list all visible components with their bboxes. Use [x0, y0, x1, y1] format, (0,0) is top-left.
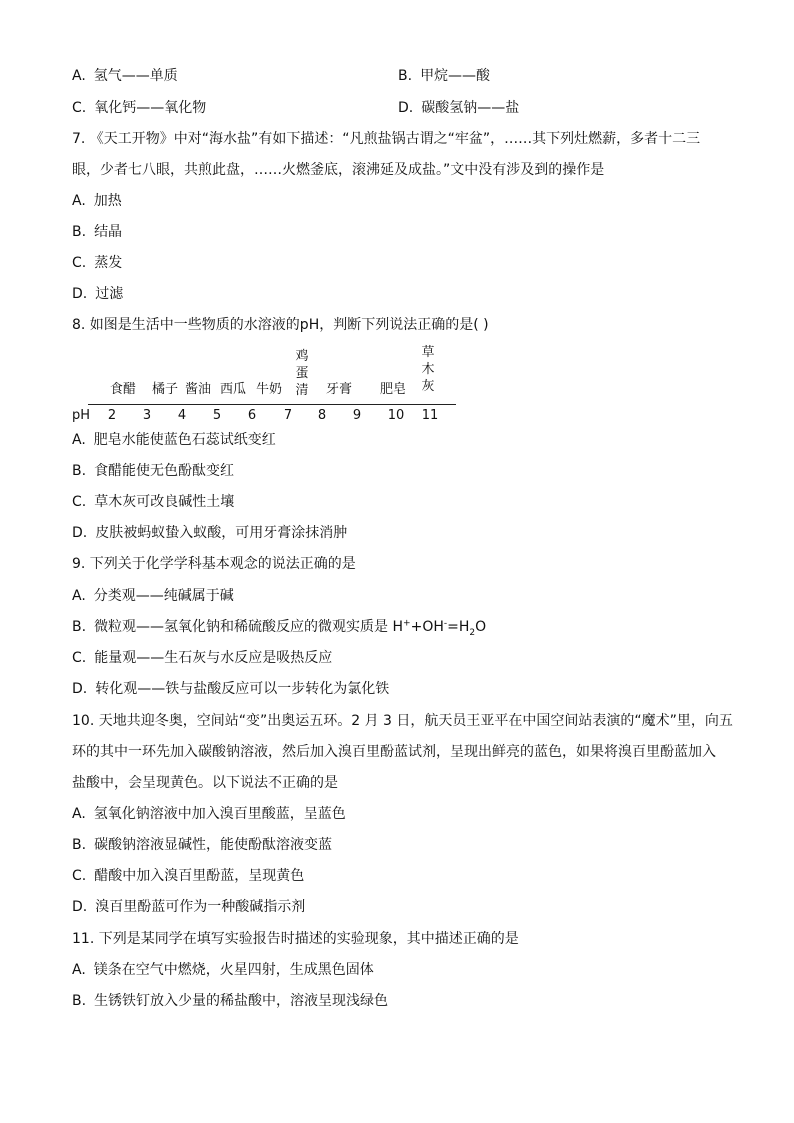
option-text: 碳酸氢钠——盐 [421, 100, 520, 116]
formula-sup-minus: - [443, 618, 448, 629]
option-letter: A. [72, 432, 86, 448]
q9-option-c [72, 648, 332, 668]
option-text: 微粒观——氢氧化钠和稀硫酸反应的微观实质是 H [94, 619, 404, 635]
option-text: 肥皂水能使蓝色石蕊试纸变红 [93, 432, 276, 448]
q7-stem-line1: 7. 《天工开物》中对“海水盐”有如下描述：“凡煎盐锅古谓之“牢盆”，……其下列灶燃薪，多者十二三 [72, 131, 701, 147]
ph-label-milk: 牛奶 [256, 382, 283, 397]
formula-sup-plus: + [403, 618, 411, 629]
option-letter: B. [72, 224, 87, 240]
option-text: 分类观——纯碱属于碱 [93, 588, 234, 604]
q11-stem: 11. 下列是某同学在填写实验报告时描述的实验现象，其中描述正确的是 [72, 931, 519, 947]
option-letter: D. [398, 100, 414, 116]
formula-sub: 2 [469, 627, 476, 638]
option-text: 碳酸钠溶液显碱性，能使酚酞溶液变蓝 [94, 837, 333, 853]
ph-tick-10: 10 [387, 408, 405, 423]
formula-part: O [475, 619, 487, 635]
q7-option-c [72, 253, 122, 273]
ph-label-soy-sauce: 酱油 [185, 382, 212, 397]
q10-stem-line1: 10. 天地共迎冬奥，空间站“变”出奥运五环。2 月 3 日，航天员王亚平在中国空间站表演的“魔术”里，向五 [72, 713, 733, 729]
formula-part: =H [447, 619, 470, 635]
q11-option-a [72, 960, 374, 980]
label-char: 木 [421, 362, 435, 377]
ph-label-soap: 肥皂 [380, 382, 407, 397]
ph-tick-5: 5 [212, 408, 222, 423]
ph-tick-6: 6 [247, 408, 257, 423]
option-text: 结晶 [94, 224, 123, 240]
ph-tick-11: 11 [421, 408, 439, 423]
q10-option-b [72, 835, 332, 855]
q8-option-d [72, 523, 347, 543]
label-char: 草 [421, 345, 435, 360]
option-letter: C. [72, 255, 87, 271]
q8-option-c [72, 492, 234, 512]
q7-stem-line2: 眼，少者七八眼，共煎此盘，……火燃釜底，滚沸延及成盐。”文中没有涉及到的操作是 [72, 162, 605, 178]
option-text: 转化观——铁与盐酸反应可以一步转化为氯化铁 [95, 681, 390, 697]
ph-scale-figure [72, 342, 462, 426]
label-char: 灰 [421, 379, 435, 394]
option-letter: B. [72, 463, 87, 479]
q9-option-a [72, 586, 234, 606]
option-text: 生锈铁钉放入少量的稀盐酸中，溶液呈现浅绿色 [94, 993, 389, 1009]
option-letter: C. [72, 650, 87, 666]
q8-stem: 8. 如图是生活中一些物质的水溶液的pH，判断下列说法正确的是( ) [72, 317, 489, 333]
option-text: 氢氧化钠溶液中加入溴百里酸蓝，呈蓝色 [93, 806, 346, 822]
q7-option-a [72, 191, 122, 211]
option-text: 草木灰可改良碱性土壤 [94, 494, 235, 510]
option-text: 食醋能使无色酚酞变红 [94, 463, 235, 479]
option-text: 加热 [93, 193, 122, 209]
label-char: 鸡 [295, 349, 309, 364]
option-letter: C. [72, 100, 87, 116]
option-letter: B. [72, 993, 87, 1009]
option-text: 甲烷——酸 [420, 68, 491, 84]
option-letter: D. [72, 681, 88, 697]
q7-option-b [72, 222, 122, 242]
option-text: 氧化钙——氧化物 [94, 100, 207, 116]
option-letter: A. [72, 806, 86, 822]
q10-stem-line3: 盐酸中，会呈现黄色。以下说法不正确的是 [72, 775, 338, 791]
ph-tick-3: 3 [142, 408, 152, 423]
option-letter: D. [72, 286, 88, 302]
option-letter: B. [72, 837, 87, 853]
q9-option-d [72, 679, 389, 699]
ph-vertical-label-egg-white [294, 348, 310, 399]
option-text: 溴百里酚蓝可作为一种酸碱指示剂 [95, 899, 306, 915]
ph-label-toothpaste: 牙膏 [326, 382, 353, 397]
ph-label-orange: 橘子 [152, 382, 179, 397]
ph-axis-label: pH [72, 408, 91, 423]
q10-option-d [72, 897, 305, 917]
q10-option-a [72, 804, 346, 824]
option-letter: A. [72, 962, 86, 978]
q6-option-d [398, 98, 519, 118]
q6-option-a [72, 66, 178, 86]
ph-label-vinegar: 食醋 [110, 382, 137, 397]
option-letter: B. [398, 68, 413, 84]
q9-stem: 9. 下列关于化学学科基本观念的说法正确的是 [72, 556, 356, 572]
q6-option-b [398, 66, 490, 86]
q6-option-c [72, 98, 206, 118]
ph-tick-2: 2 [107, 408, 117, 423]
option-letter: A. [72, 193, 86, 209]
option-text: 过滤 [95, 286, 124, 302]
option-text: 皮肤被蚂蚁蛰入蚁酸，可用牙膏涂抹消肿 [95, 525, 348, 541]
q10-stem-line2: 环的其中一环先加入碳酸钠溶液，然后加入溴百里酚蓝试剂，呈现出鲜亮的蓝色，如果将溴百里酚蓝加入 [72, 744, 716, 760]
option-text: 能量观——生石灰与水反应是吸热反应 [94, 650, 333, 666]
option-text: 镁条在空气中燃烧，火星四射，生成黑色固体 [93, 962, 374, 978]
option-letter: C. [72, 494, 87, 510]
q8-option-a [72, 430, 276, 450]
option-text: 蒸发 [94, 255, 123, 271]
ph-axis-line [88, 404, 456, 405]
q11-option-b [72, 991, 388, 1011]
option-letter: D. [72, 899, 88, 915]
option-letter: C. [72, 868, 87, 884]
q7-option-d [72, 284, 123, 304]
formula-part: +OH [410, 619, 444, 635]
label-char: 清 [295, 383, 309, 398]
ph-tick-8: 8 [317, 408, 327, 423]
option-text: 醋酸中加入溴百里酚蓝，呈现黄色 [94, 868, 305, 884]
ph-vertical-label-plant-ash [420, 344, 436, 395]
label-char: 蛋 [295, 366, 309, 381]
option-text: 氢气——单质 [93, 68, 178, 84]
ph-label-watermelon: 西瓜 [220, 382, 247, 397]
q10-option-c [72, 866, 304, 886]
option-letter: A. [72, 68, 86, 84]
ph-tick-4: 4 [177, 408, 187, 423]
ph-tick-9: 9 [352, 408, 362, 423]
option-letter: A. [72, 588, 86, 604]
option-letter: B. [72, 619, 87, 635]
q9-option-b [72, 617, 486, 637]
ph-tick-7: 7 [283, 408, 293, 423]
option-letter: D. [72, 525, 88, 541]
q8-option-b [72, 461, 234, 481]
